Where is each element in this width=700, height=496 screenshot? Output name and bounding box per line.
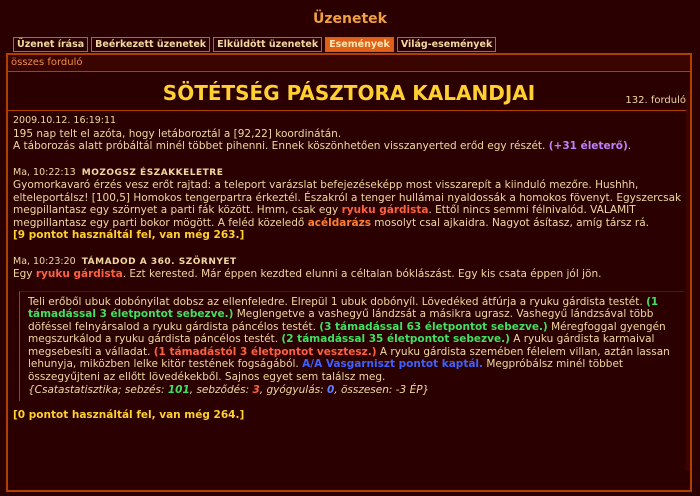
reward-text: A/A Vasgarniszt pontot kaptál. (302, 358, 484, 370)
tab-events[interactable]: Események (325, 37, 394, 52)
scrollbar[interactable] (686, 91, 690, 471)
event-text: Egy ryuku gárdista. Ezt kerested. Már éppen kezdted elunni a céltalan bóklászást. Egy kis csata éppen jól jön. (13, 268, 602, 280)
event-text: A táborozás alatt próbáltál minél többet pihenni. Ennek köszönhetően visszanyerted erőd egy részét. (+31 életerő). (13, 140, 632, 152)
event-header (13, 255, 685, 269)
damage-dealt: (1 támadással 3 életpontot sebezve.) (28, 295, 659, 320)
points-summary: [9 pontot használtál fel, van még 263.] (13, 229, 245, 241)
page-title: Üzenetek (313, 11, 387, 27)
event-attack (13, 255, 685, 422)
combat-log (19, 291, 685, 401)
damage-dealt: (3 támadással 63 életpontot sebezve.) (319, 320, 548, 333)
event-header (13, 166, 685, 180)
combat-stats: {Csatastatisztika; sebzés: 101, sebződés: 3, gyógyulás: 0, összesen: -3 ÉP} (28, 384, 430, 396)
tab-sent[interactable]: Elküldött üzenetek (213, 37, 322, 52)
event-text: 195 nap telt el azóta, hogy letáboroztál a [92,22] koordinátán. (13, 127, 342, 140)
damage-taken: (1 támadástól 3 életpontot vesztesz.) (153, 345, 377, 358)
event-timestamp: 2009.10.12. 16:19:11 (13, 115, 117, 126)
tab-bar (13, 37, 496, 52)
turn-counter: 132. forduló (625, 95, 686, 106)
item-name: acéldarázs (307, 216, 371, 229)
stat-heal: 0 (326, 384, 335, 396)
event-move (13, 166, 685, 242)
event-timestamp: Ma, 10:23:20 (13, 255, 76, 267)
event-title: MOZOGSZ ÉSZAKKELETRE (81, 167, 224, 178)
event-timestamp: Ma, 10:22:13 (13, 166, 76, 178)
stat-taken: 3 (252, 384, 260, 396)
monster-name: ryuku gárdista (35, 268, 123, 280)
combat-text: Teli erőből ubuk dobónyilat dobsz az ellenfeledre. Elrepül 1 ubuk dobónyíl. Lövedéked átfúrja a ryuku gárdista testét. (1 támadással 3 életpontot sebezve.) Meglengetve a vashegyű lándzsát a másikra ugrasz. Vashegyű lándzsával több döféssel felnyársalod a ryuku gárdista páncélos testét. (3 támadással 63 életpontot sebezve.) Méregfoggal gyengén megszurkálod a ryuku gárdista páncélos testét. (2 támadással 35 életpontot sebezve.) A ryuku gárdista karmaival megsebesíti a válladat. (1 támadástól 3 életpontot vesztesz.) A ryuku gárdista szemében félelem villan, aztán lassan lehunyja, miközben lelke kitör testének fogságából. A/A Vasgarniszt pontot kaptál. Megpróbálsz minél többet összegyűjteni az ellőtt lövedékekből. Sajnos egyet sem találsz meg. (28, 295, 670, 383)
event-log (8, 111, 690, 421)
hp-gain: (+31 életerő) (548, 140, 628, 152)
event-title: TÁMADOD A 360. SZÖRNYET (81, 256, 237, 267)
tab-world-events[interactable]: Világ-események (397, 37, 496, 52)
event-text: Gyomorkavaró érzés vesz erőt rajtad: a teleport varázslat befejezéseképp most visszarepít a kiinduló mezőre. Hushhh, elteleportálsz! [100,5] Homokos tengerpartra érkeztél. Északról a tenger hullámai nyaldossák a homokos fövenyt. Egyszercsak megpillantasz egy szörnyet a parti fák között. Hmm, csak egy ryuku gárdista. Ettől nincs semmi félnivalód. VALAMIT megpillantasz egy parti bokor mögött. A feléd közeledő acéldarázs mosolyt csal ajkaidra. Nagyot ásítasz, amíg társz rá. (13, 179, 682, 229)
adventure-title: SÖTÉTSÉG PÁSZTORA KALANDJAI (162, 81, 536, 105)
event-camp (13, 115, 685, 153)
tab-inbox[interactable]: Beérkezett üzenetek (91, 37, 210, 52)
monster-name: ryuku gárdista (341, 204, 429, 216)
points-summary: [0 pontot használtál fel, van még 264.] (13, 408, 245, 421)
events-panel (6, 53, 692, 492)
damage-dealt: (2 támadással 35 életpontot sebezve.) (281, 333, 510, 345)
all-turns-link[interactable]: összes forduló (8, 55, 690, 72)
stat-damage: 101 (167, 384, 190, 396)
tab-write-message[interactable]: Üzenet írása (13, 37, 88, 52)
